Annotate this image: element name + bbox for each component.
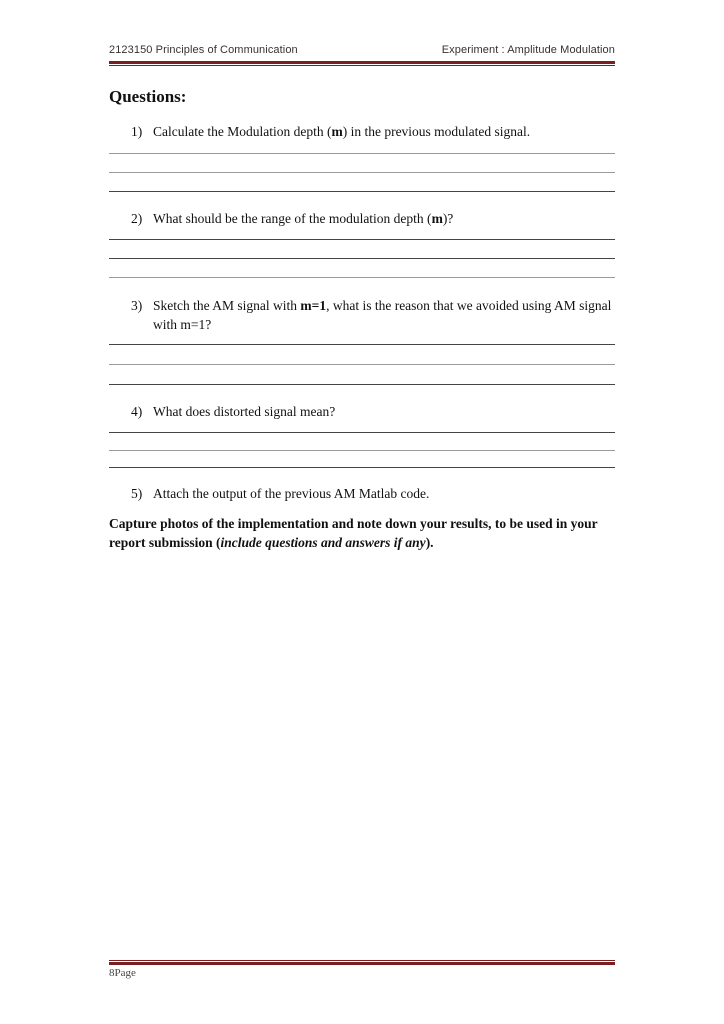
question-text: Attach the output of the previous AM Matlab code.	[153, 486, 430, 501]
answer-line[interactable]	[109, 172, 615, 173]
footer-rule-thin	[109, 960, 615, 961]
header-course: 2123150 Principles of Communication	[109, 44, 298, 56]
footer-rule-thick	[109, 962, 615, 965]
answer-line[interactable]	[109, 467, 615, 468]
answer-line[interactable]	[109, 450, 615, 451]
answer-line[interactable]	[109, 364, 615, 365]
answer-line[interactable]	[109, 153, 615, 154]
question-5	[131, 484, 615, 503]
question-number: 4)	[131, 404, 143, 419]
questions-title: Questions:	[109, 87, 187, 106]
answer-line[interactable]	[109, 239, 615, 240]
question-number: 1)	[131, 124, 143, 139]
question-4	[131, 402, 615, 421]
header-rule-thin	[109, 65, 615, 66]
answer-line[interactable]	[109, 258, 615, 259]
answer-line[interactable]	[109, 277, 615, 278]
instruction-note: Capture photos of the implementation and note down your results, to be used in your report submission (include questions and answers if any).	[109, 516, 598, 550]
question-1	[131, 122, 615, 141]
page-header	[109, 43, 615, 59]
question-text: What should be the range of the modulation depth (m)?	[153, 211, 454, 226]
answer-line[interactable]	[109, 432, 615, 433]
question-number: 2)	[131, 211, 143, 226]
answer-line[interactable]	[109, 384, 615, 385]
question-3	[131, 296, 615, 334]
question-number: 3)	[131, 298, 143, 313]
question-number: 5)	[131, 486, 143, 501]
question-text: Calculate the Modulation depth (m) in the previous modulated signal.	[153, 124, 531, 139]
header-rule-thick	[109, 61, 615, 64]
question-2	[131, 209, 615, 228]
answer-line[interactable]	[109, 344, 615, 345]
question-text: What does distorted signal mean?	[153, 404, 336, 419]
answer-line[interactable]	[109, 191, 615, 192]
question-text: Sketch the AM signal with m=1, what is the reason that we avoided using AM signal with m=1?	[153, 298, 612, 332]
page-number: 8Page	[109, 967, 136, 979]
header-experiment: Experiment : Amplitude Modulation	[441, 44, 615, 56]
